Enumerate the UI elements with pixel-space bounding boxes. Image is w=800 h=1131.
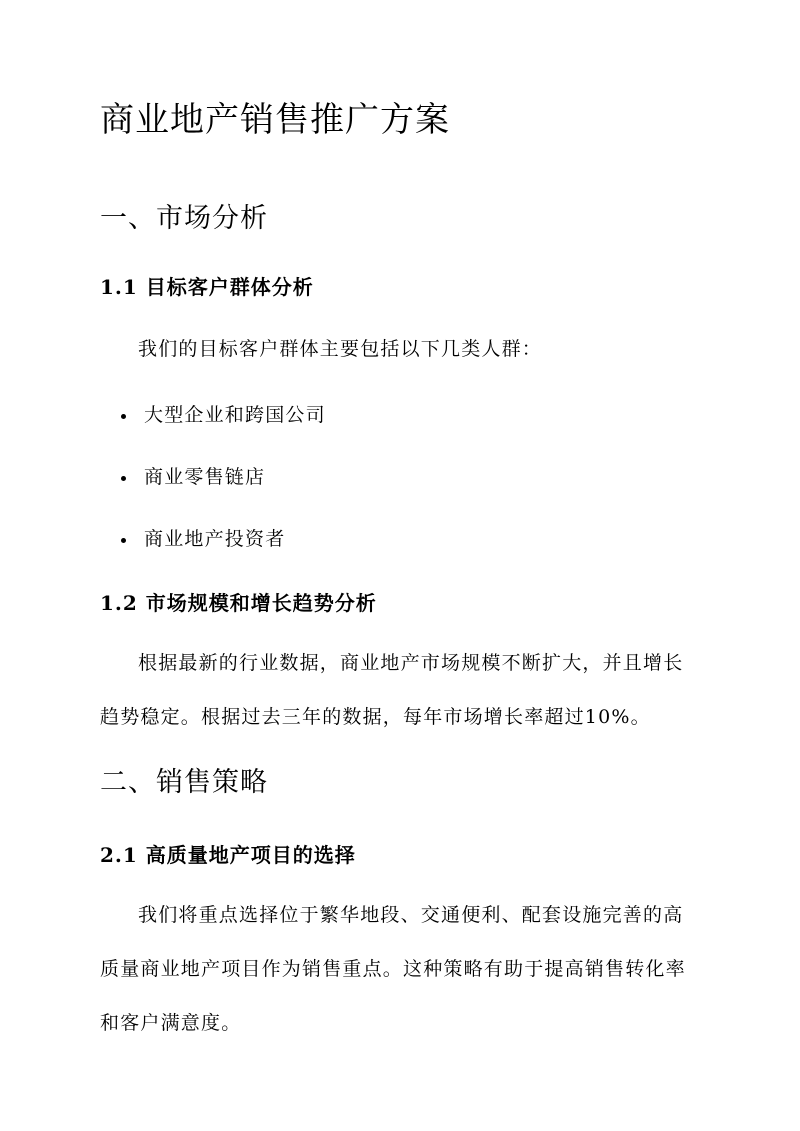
bullet-icon: [121, 414, 126, 419]
subsection-heading-target-customers: 1.1 目标客户群体分析: [100, 275, 314, 299]
bullet-icon: [121, 538, 126, 543]
list-item-label: 大型企业和跨国公司: [144, 404, 326, 426]
subsection-heading-market-size: 1.2 市场规模和增长趋势分析: [100, 591, 377, 615]
list-item-label: 商业地产投资者: [144, 528, 286, 550]
list-item-label: 商业零售链店: [144, 466, 266, 488]
section-heading-sales-strategy: 二、销售策略: [100, 767, 268, 798]
bullet-icon: [121, 476, 126, 481]
target-customers-intro: 我们的目标客户群体主要包括以下几类人群：: [138, 338, 543, 360]
document-title: 商业地产销售推广方案: [100, 100, 450, 140]
list-item: [100, 524, 285, 551]
subsection-heading-project-selection: 2.1 高质量地产项目的选择: [100, 843, 356, 867]
project-selection-paragraph: 我们将重点选择位于繁华地段、交通便利、配套设施完善的高质量商业地产项目作为销售重点。这种策略有助于提高销售转化率和客户满意度。: [100, 904, 686, 1034]
list-item: [100, 462, 265, 489]
market-size-paragraph: 根据最新的行业数据，商业地产市场规模不断扩大，并且增长趋势稳定。根据过去三年的数据，每年市场增长率超过10%。: [100, 652, 684, 728]
section-heading-market-analysis: 一、市场分析: [100, 203, 268, 234]
list-item: [100, 400, 326, 427]
